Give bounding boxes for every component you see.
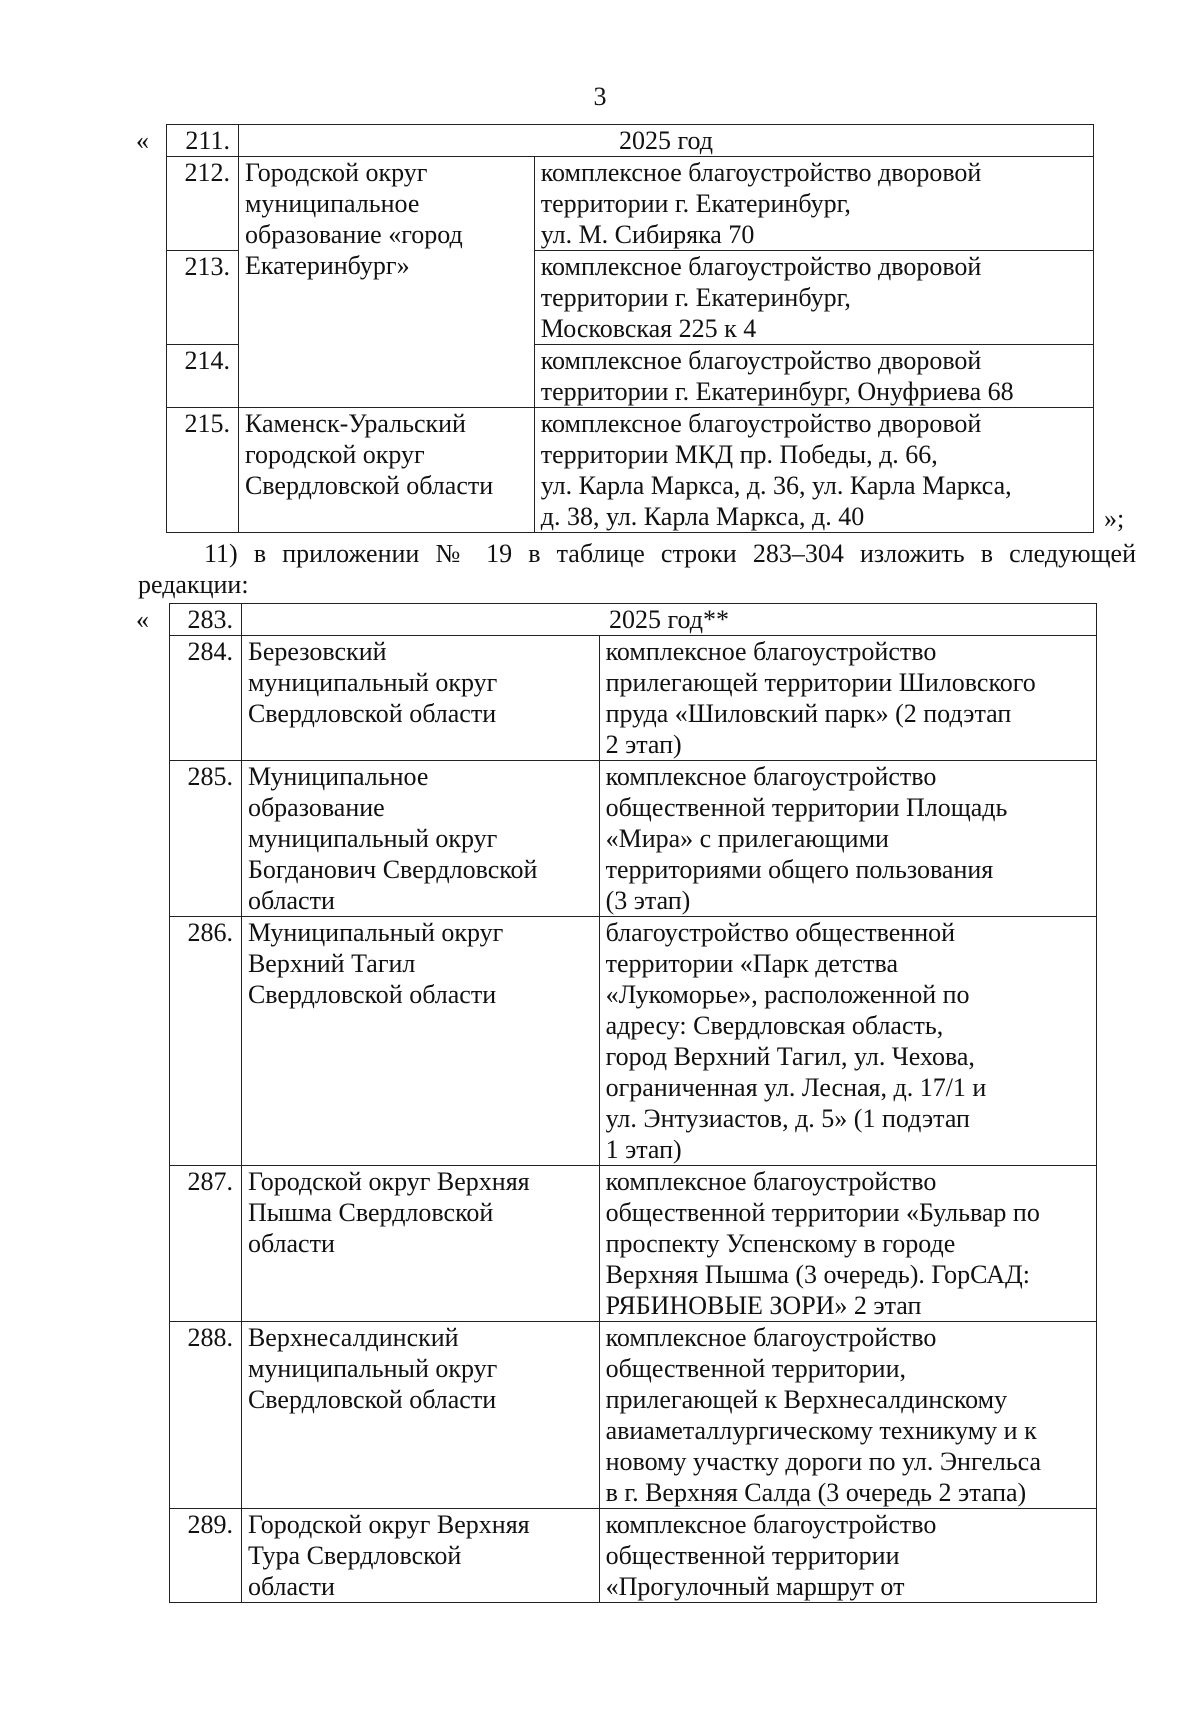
row-number: 211. — [167, 125, 239, 157]
table-row — [167, 157, 1094, 251]
table-row — [167, 408, 1094, 533]
row-number: 286. — [170, 917, 242, 1166]
municipality-cell: Муниципальное образование муниципальный округ Богданович Свердловской области — [241, 761, 599, 917]
year-header: 2025 год — [238, 125, 1093, 157]
table-row — [170, 604, 1097, 636]
municipality-cell: Каменск-Уральский городской округ Свердловской области — [238, 408, 534, 533]
page-number: 3 — [593, 82, 607, 111]
municipality-cell: Муниципальный округ Верхний Тагил Свердловской области — [241, 917, 599, 1166]
row-number: 288. — [170, 1322, 242, 1509]
table-appendix-rows-211-215 — [166, 124, 1094, 533]
closing-quote: »; — [1104, 504, 1125, 533]
instruction-paragraph — [138, 538, 1136, 600]
municipality-cell: Городской округ Верхняя Тура Свердловской области — [241, 1509, 599, 1603]
row-number: 213. — [167, 251, 239, 345]
project-cell: комплексное благоустройство дворовой территории МКД пр. Победы, д. 66, ул. Карла Маркса, д. 36, ул. Карла Маркса, д. 38, ул. Карла Маркса, д. 40 — [534, 408, 1093, 533]
project-cell: комплексное благоустройство общественной территории Площадь «Мира» с прилегающими территориями общего пользования (3 этап) — [599, 761, 1096, 917]
table-row — [170, 1166, 1097, 1322]
row-number: 285. — [170, 761, 242, 917]
municipality-cell: Верхнесалдинский муниципальный округ Свердловской области — [241, 1322, 599, 1509]
opening-quote: « — [136, 126, 149, 155]
row-number: 283. — [170, 604, 242, 636]
row-number: 284. — [170, 636, 242, 761]
table-row — [170, 761, 1097, 917]
project-cell: комплексное благоустройство прилегающей территории Шиловского пруда «Шиловский парк» (2 подэтап 2 этап) — [599, 636, 1096, 761]
project-cell: комплексное благоустройство дворовой территории г. Екатеринбург, ул. М. Сибиряка 70 — [534, 157, 1093, 251]
row-number: 212. — [167, 157, 239, 251]
table-row — [167, 125, 1094, 157]
instruction-line: 11) в приложении № 19 в таблице строки 283–304 изложить в следующей — [204, 539, 1136, 568]
opening-quote: « — [136, 605, 149, 634]
table-row — [170, 636, 1097, 761]
municipality-cell: Городской округ муниципальное образование «город Екатеринбург» — [238, 157, 534, 408]
project-cell: комплексное благоустройство дворовой территории г. Екатеринбург, Онуфриева 68 — [534, 345, 1093, 408]
project-cell: комплексное благоустройство общественной территории «Бульвар по проспекту Успенскому в городе Верхняя Пышма (3 очередь). ГорСАД: РЯБИНОВЫЕ ЗОРИ» 2 этап — [599, 1166, 1096, 1322]
row-number: 215. — [167, 408, 239, 533]
municipality-cell: Городской округ Верхняя Пышма Свердловской области — [241, 1166, 599, 1322]
row-number: 287. — [170, 1166, 242, 1322]
project-cell: благоустройство общественной территории «Парк детства «Лукоморье», расположенной по адресу: Свердловская область, город Верхний Тагил, ул. Чехова, ограниченная ул. Лесная, д. 17/1 и ул. Энтузиастов, д. 5» (1 подэтап 1 этап) — [599, 917, 1096, 1166]
project-cell: комплексное благоустройство общественной территории, прилегающей к Верхнесалдинскому авиаметаллургическому техникуму и к новому участку дороги по ул. Энгельса в г. Верхняя Салда (3 очередь 2 этапа) — [599, 1322, 1096, 1509]
row-number: 214. — [167, 345, 239, 408]
project-cell: комплексное благоустройство дворовой территории г. Екатеринбург, Московская 225 к 4 — [534, 251, 1093, 345]
project-cell: комплексное благоустройство общественной территории «Прогулочный маршрут от — [599, 1509, 1096, 1603]
table-appendix-19-rows-283-289 — [169, 603, 1097, 1603]
instruction-line: редакции: — [138, 570, 249, 599]
table-row — [170, 1509, 1097, 1603]
year-header: 2025 год** — [241, 604, 1096, 636]
table-row — [170, 1322, 1097, 1509]
row-number: 289. — [170, 1509, 242, 1603]
table-row — [170, 917, 1097, 1166]
municipality-cell: Березовский муниципальный округ Свердловской области — [241, 636, 599, 761]
